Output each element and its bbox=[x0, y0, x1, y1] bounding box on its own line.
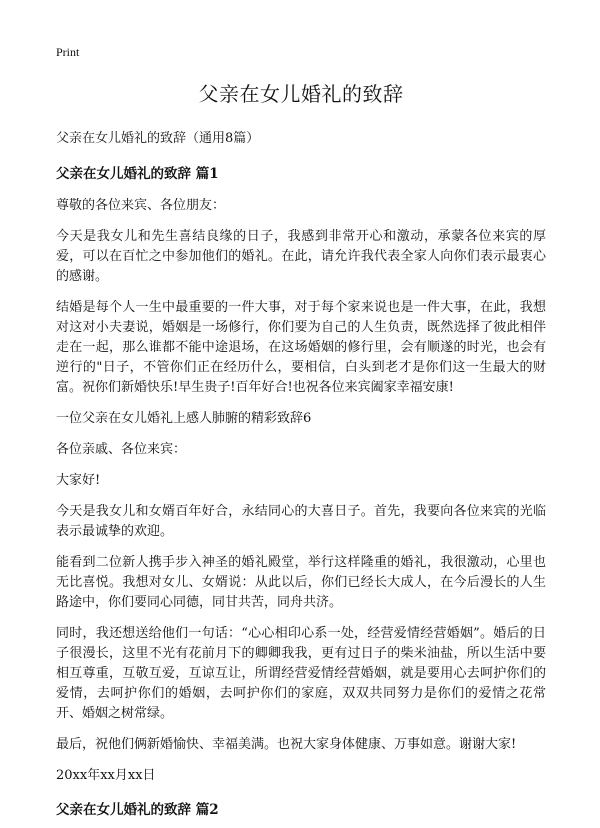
paragraph-subheading: 一位父亲在女儿婚礼上感人肺腑的精彩致辞6 bbox=[56, 411, 312, 426]
print-link[interactable]: Print bbox=[56, 45, 80, 59]
page-title: 父亲在女儿婚礼的致辞 bbox=[198, 82, 404, 106]
paragraph: 能看到二位新人携手步入神圣的婚礼殿堂，举行这样隆重的婚礼，我很激动，心里也无比喜悦。我想对女儿、女婿说：从此以后，你们已经长大成人，在今后漫长的人生路途中，你们要同心同德，同甘共苦，同舟共济。 bbox=[56, 555, 546, 610]
paragraph-greeting: 尊敬的各位来宾、各位朋友： bbox=[56, 198, 226, 213]
paragraph-closing: 最后，祝他们俩新婚愉快、幸福美满。也祝大家身体健康、万事如意。谢谢大家! bbox=[56, 737, 517, 752]
document-subtitle: 父亲在女儿婚礼的致辞（通用8篇） bbox=[56, 131, 260, 146]
section-heading-1: 父亲在女儿婚礼的致辞 篇1 bbox=[56, 166, 219, 182]
paragraph-greeting: 各位亲戚、各位来宾： bbox=[56, 442, 187, 457]
paragraph: 大家好! bbox=[56, 473, 101, 488]
section-heading-2: 父亲在女儿婚礼的致辞 篇2 bbox=[56, 802, 219, 818]
paragraph: 同时，我还想送给他们一句话：“心心相印心系一处，经营爱情经营婚姻”。婚后的日子很漫长，这里不光有花前月下的卿卿我我，更有过日子的柴米油盐，所以生活中要相互尊重，互敬互爱，互谅互让，所谓经营爱情经营婚姻，就是要用心去呵护你们的爱情，去呵护你们的婚姻，去呵护你们的家庭，双双共同努力是你们的爱情之花常开、婚姻之树常绿。 bbox=[56, 626, 546, 721]
paragraph: 今天是我女儿和女婿百年好合，永结同心的大喜日子。首先，我要向各位来宾的光临表示最诚挚的欢迎。 bbox=[56, 504, 546, 539]
paragraph: 结婚是每个人一生中最重要的一件大事，对于每个家来说也是一件大事，在此，我想对这对小夫妻说，婚姻是一场修行，你们要为自己的人生负责，既然选择了彼此相伴走在一起，那么谁都不能中途退场，在这场婚姻的修行里，会有顺遂的时光，也会有逆行的"日子，不管你们正在经历什么，要相信，白头到老才是你们这一生最大的财富。祝你们新婚快乐!早生贵子!百年好合!也祝各位来宾阖家幸福安康! bbox=[56, 300, 546, 395]
paragraph: 今天是我女儿和先生喜结良缘的日子，我感到非常开心和激动，承蒙各位来宾的厚爱，可以在百忙之中参加他们的婚礼。在此，请允许我代表全家人向你们表示最衷心的感谢。 bbox=[56, 229, 546, 284]
document-date: 20xx年xx月xx日 bbox=[56, 768, 156, 783]
